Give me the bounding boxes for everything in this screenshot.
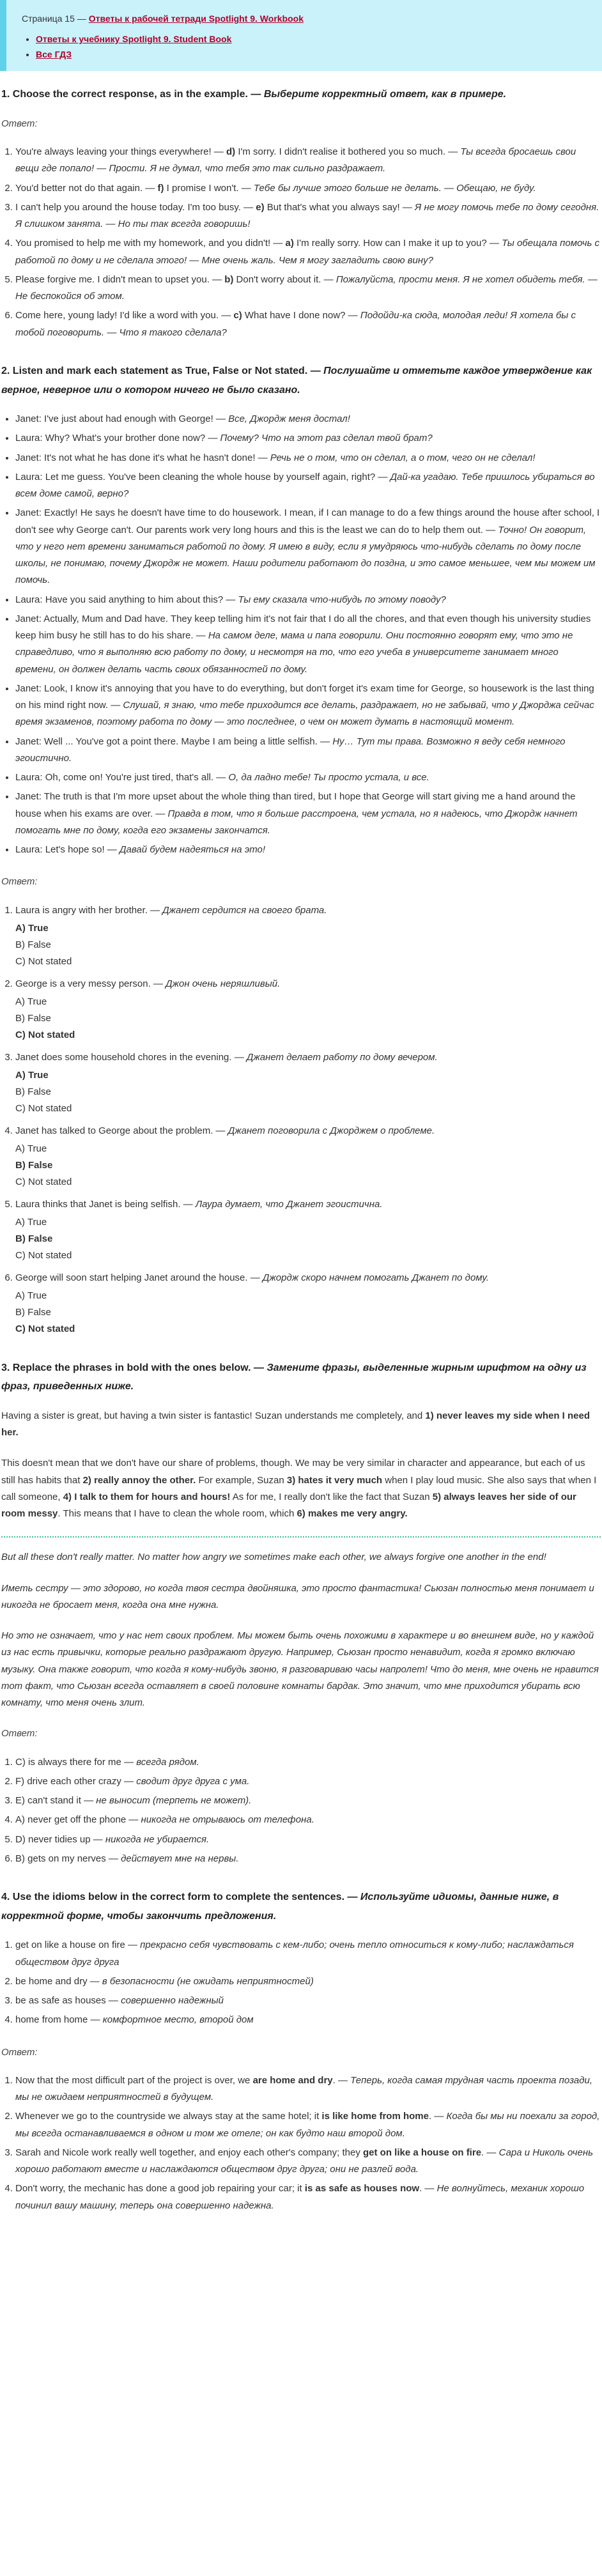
answer-label: Ответ:: [1, 118, 38, 129]
answer-item: [15, 2180, 601, 2214]
response-text: But that's what you always say! —: [264, 201, 415, 213]
answer-label: Ответ:: [1, 876, 38, 888]
translation-text: Тебе бы лучше этого больше не делать. — Обещаю, не буду.: [253, 182, 536, 194]
answer-item: [15, 144, 601, 178]
sentence-text: Sarah and Nicole work really well together, and enjoy each other's company; they: [15, 2147, 363, 2158]
translation-text: Я не могу помочь тебе по дому сегодня. Я слишком занята. — Но ты так всегда говоришь!: [15, 201, 599, 230]
dialogue-text: Janet: I've just about had enough with George! —: [15, 413, 229, 425]
answer-letter: a): [285, 238, 294, 249]
response-text: What have I done now? —: [242, 310, 360, 321]
translation-text: Джанет делает работу по дому вечером.: [246, 1051, 438, 1063]
translation-text: совершенно надежный: [121, 1995, 224, 2007]
translation-text: Давай будем надеяться на это!: [119, 844, 266, 856]
translation-paragraph-2: Но это не означает, что у нас нет своих проблем. Мы можем быть очень похожими в характере и во внешнем виде, но у каждой из нас есть привычки, которые реально раздражают другую. Например, Сьюзан просто ненавидит, когда я громко включаю музыку. Она также говорит, что когда я кому-нибудь звоню, я разговариваю часы напролет! Что до меня, мне очень не нравится тот факт, что Сьюзан всегда оставляет в своей половине комнаты бардак. Это значит, что мне приходится убирать всю комнату, что меня очень злит.: [1, 1630, 599, 1709]
translation-text: Сара и Николь очень хорошо работают вместе и наслаждаются обществом друг друга; они не разлей вода.: [15, 2147, 593, 2175]
exercise-2-title: 2. Listen and mark each statement as True, False or Not stated. — Послушайте и отметьте каждое утверждение как верное, неверное или о котором ничего не было сказано.: [1, 365, 592, 396]
dialogue-line: [15, 681, 601, 731]
answer-letter: b): [224, 274, 234, 285]
answer-item: [15, 1812, 601, 1828]
translation-text: Ты ему сказала что-нибудь по этому поводу?: [238, 594, 446, 605]
dialogue-text: Janet: The truth is that I'm more upset about the whole thing than tired, but I hope that George will start giving me a hand around the house when his exams are over. —: [15, 791, 576, 819]
idiom-text: be as safe as houses —: [15, 1995, 121, 2007]
idiom-text: get on like a house on fire —: [15, 1940, 141, 1951]
translation-text: сводит друг друга с ума.: [136, 1775, 250, 1787]
dialogue-text: Janet: It's not what he has done it's what he hasn't done! —: [15, 452, 270, 463]
sentence-text: Now that the most difficult part of the project is over, we: [15, 2074, 253, 2086]
option: C) Not stated: [15, 1176, 72, 1188]
idiom-answer: is as safe as houses now: [304, 2183, 420, 2194]
dialogue-text: Laura: Have you said anything to him about this? —: [15, 594, 238, 605]
options-list: [15, 1141, 601, 1191]
translation-text: Теперь, когда самая трудная часть проекта позади, мы не ожидаем неприятностей в будущем.: [15, 2074, 593, 2103]
idiom-answer: are home and dry: [252, 2074, 333, 2086]
idiom-item: [15, 2012, 601, 2028]
dialogue-line: [15, 842, 601, 858]
related-link-item: [36, 47, 587, 63]
translation-text: всегда рядом.: [136, 1756, 199, 1768]
sentence-text: . —: [481, 2147, 499, 2158]
answer-item: [15, 199, 601, 233]
translation-text: Дай-ка угадаю. Тебе пришлось убираться во всем доме самой, верно?: [15, 471, 595, 500]
translation-text: О, да ладно тебе! Ты просто устала, и все.: [228, 772, 429, 783]
breadcrumb: [22, 12, 587, 27]
exercise-1-title: 1. Choose the correct response, as in the example. — Выберите корректный ответ, как в примере.: [1, 89, 507, 100]
main-content: [0, 71, 602, 2260]
idiom-text: home from home —: [15, 2014, 103, 2026]
exercise-1-answers: [1, 144, 601, 341]
answer-letter: f): [157, 182, 164, 194]
sentence-text: . —: [332, 2074, 351, 2086]
header-box: [0, 0, 602, 71]
option: A) True: [15, 1216, 47, 1228]
option: B) False: [15, 1307, 51, 1318]
student-book-answers-link[interactable]: Ответы к учебнику Spotlight 9. Student Book: [36, 33, 232, 44]
translation-text: Не волнуйтесь, механик хорошо починил вашу машину, теперь она совершенно надежна.: [15, 2183, 585, 2211]
translation-text: Пожалуйста, прости меня. Я не хотел обидеть тебя. — Не беспокойся об этом.: [15, 274, 598, 302]
sentence-text: Don't worry, the mechanic has done a good job repairing your car; it: [15, 2183, 305, 2194]
dialogue-list: [1, 411, 601, 858]
statement-text: Janet has talked to George about the problem. —: [15, 1125, 228, 1136]
translation-text: Все, Джордж меня достал!: [228, 413, 350, 425]
options-list: [15, 920, 601, 971]
phrase-text: F) drive each other crazy —: [15, 1775, 137, 1787]
option: C) Not stated: [15, 1250, 72, 1261]
options-list: [15, 1288, 601, 1338]
dialogue-text: Janet: Exactly! He says he doesn't have time to do housework. I mean, if I can manage to do a few things around the house after school, I don't see why George can't. Our parents work very long hours and this is the least we can do to help them out. —: [15, 507, 600, 536]
dotted-divider: [1, 1536, 601, 1538]
dialogue-line: [15, 469, 601, 503]
response-text: I'm really sorry. How can I make it up to you? —: [293, 238, 502, 249]
translation-text: Ты обещала помочь с работой по дому и не сделала этого! — Мне очень жаль. Чем я могу загладить свою вину?: [15, 238, 600, 266]
option: A) True: [15, 1143, 47, 1154]
workbook-answers-link[interactable]: Ответы к рабочей тетради Spotlight 9. Workbook: [88, 13, 304, 24]
answer-item: [15, 2072, 601, 2106]
answer-item: [15, 180, 601, 197]
answer-item: [15, 1793, 601, 1809]
idiom-item: [15, 1993, 601, 2009]
translation-paragraph-1: Иметь сестру — это здорово, но когда твоя сестра двойняшка, это просто фантастика! Сьюзан полностью меня понимает и никогда не бросает меня, когда она мне нужна.: [1, 1582, 594, 1610]
idioms-list: [1, 1937, 601, 2028]
option: C) Not stated: [15, 956, 72, 968]
phrase-text: E) can't stand it —: [15, 1795, 96, 1807]
phrase-text: B) gets on my nerves —: [15, 1853, 121, 1864]
phrase-text: D) never tidies up —: [15, 1833, 105, 1845]
answer-letter: e): [256, 201, 265, 213]
option: A) True: [15, 996, 47, 1007]
dialogue-line: [15, 734, 601, 767]
translation-text: Джордж скоро начнем помогать Джанет по дому.: [262, 1272, 490, 1283]
translation-text: Слушай, я знаю, что тебе приходится все делать, раздражает, но не забывай, что у Джорджа сейчас время экзаменов, поэтому работа по дому — это последнее, о чем он может думать в настоящий момент.: [15, 700, 594, 728]
sentence-text: Whenever we go to the countryside we always stay at the same hotel; it: [15, 2111, 322, 2122]
answer-item: [15, 2108, 601, 2142]
dialogue-text: Laura: Let me guess. You've been cleaning the whole house by yourself again, right? —: [15, 471, 390, 482]
correct-option: A) True: [15, 922, 49, 934]
correct-option: A) True: [15, 1069, 49, 1081]
option: C) Not stated: [15, 1103, 72, 1114]
exercise-4: [1, 1888, 601, 2214]
translation-text: Когда бы мы ни поехали за город, мы всегда останавливаемся в одном и том же отеле; он как будто наш второй дом.: [15, 2111, 600, 2139]
exercise-3-answers: [1, 1754, 601, 1868]
translation-text: Точно! Он говорит, что у него нет времени заниматься работой по дому. Я имею в виду, если я умудряюсь что-нибудь сделать по дому после школы, не понимаю, почему Джордж не может. Наши родители работают до поздна, и это самое меньшее, чем мы можем им помочь.: [15, 524, 596, 586]
answer-item: [15, 1832, 601, 1848]
answer-letter: c): [233, 310, 242, 321]
exercise-1: [1, 85, 601, 341]
all-gdz-link[interactable]: Все ГДЗ: [36, 49, 72, 59]
dialogue-text: Laura: Let's hope so! —: [15, 844, 120, 856]
answer-item: [15, 1754, 601, 1771]
dialogue-line: [15, 430, 601, 447]
sentence-text: . —: [419, 2183, 437, 2194]
translation-text: не выносит (терпеть не может).: [96, 1795, 252, 1807]
text-paragraph-3: But all these don't really matter. No matter how angry we sometimes make each other, we always forgive one another in the end!: [1, 1552, 546, 1563]
translation-text: никогда не отрываюсь от телефона.: [141, 1814, 314, 1826]
question-text: Please forgive me. I didn't mean to upset you. —: [15, 274, 225, 285]
answer-item: [15, 307, 601, 341]
options-list: [15, 994, 601, 1044]
answer-label: Ответ:: [1, 2046, 38, 2058]
dialogue-line: [15, 611, 601, 678]
option: B) False: [15, 939, 51, 951]
idiom-text: be home and dry —: [15, 1975, 102, 1987]
related-link-item: [36, 32, 587, 47]
text-paragraph-1: Having a sister is great, but having a twin sister is fantastic! Suzan understands me completely, and 1) never leaves my side when I need her.: [1, 1410, 590, 1438]
statement-text: Laura is angry with her brother. —: [15, 904, 163, 916]
translation-text: в безопасности (не ожидать неприятностей): [102, 1975, 314, 1987]
related-links: [22, 32, 587, 63]
translation-text: никогда не убирается.: [105, 1833, 210, 1845]
exercise-4-title: 4. Use the idioms below in the correct form to complete the sentences. — Используйте идиомы, данные ниже, в корректной форме, чтобы закончить предложения.: [1, 1892, 559, 1922]
translation-text: Правда в том, что я больше расстроена, чем устала, но я надеюсь, что Джордж начнет помогать мне по дому, когда его экзамены закончатся.: [15, 808, 578, 836]
exercise-3-title: 3. Replace the phrases in bold with the ones below. — Замените фразы, выделенные жирным шрифтом на одну из фраз, приведенных ниже.: [1, 1362, 587, 1392]
answer-label: Ответ:: [1, 1728, 38, 1739]
translation-text: прекрасно себя чувствовать с кем-либо; очень тепло относиться к кому-либо; наслаждаться обществом друг друга: [15, 1940, 574, 1968]
phrase-text: A) never get off the phone —: [15, 1814, 141, 1826]
translation-text: действует мне на нервы.: [121, 1853, 239, 1864]
exercise-2: [1, 362, 601, 1338]
correct-option: C) Not stated: [15, 1323, 75, 1335]
statement-item: [15, 1270, 601, 1338]
dialogue-text: Janet: Look, I know it's annoying that you have to do everything, but don't forget it's exam time for George, so housework is the last thing on his mind right now. —: [15, 683, 594, 711]
dialogue-line: [15, 411, 601, 428]
statement-item: [15, 976, 601, 1044]
dialogue-line: [15, 769, 601, 786]
statement-text: Janet does some household chores in the evening. —: [15, 1051, 247, 1063]
answer-item: [15, 235, 601, 269]
translation-text: Почему? Что на этот раз сделал твой брат?: [220, 433, 433, 444]
translation-text: Джанет сердится на своего брата.: [162, 904, 327, 916]
answer-item: [15, 272, 601, 305]
dialogue-line: [15, 592, 601, 608]
phrase-text: C) is always there for me —: [15, 1756, 137, 1768]
breadcrumb-prefix: Страница 15 —: [22, 13, 89, 24]
dialogue-text: Laura: Oh, come on! You're just tired, that's all. —: [15, 772, 229, 783]
question-text: You promised to help me with my homework, and you didn't! —: [15, 238, 286, 249]
statement-text: George will soon start helping Janet around the house. —: [15, 1272, 263, 1283]
option: A) True: [15, 1290, 47, 1301]
translation-text: Ты всегда бросаешь свои вещи где попало! — Прости. Я не думал, что тебя это так сильно раздражает.: [15, 146, 576, 174]
correct-option: B) False: [15, 1160, 53, 1171]
option: B) False: [15, 1086, 51, 1098]
dialogue-line: [15, 789, 601, 839]
answer-letter: d): [226, 146, 236, 158]
idiom-answer: is like home from home: [321, 2111, 429, 2122]
statement-item: [15, 1196, 601, 1265]
response-text: Don't worry about it. —: [233, 274, 336, 285]
dialogue-text: Laura: Why? What's your brother done now? —: [15, 433, 220, 444]
exercise-3: [1, 1359, 601, 1867]
text-paragraph-2: This doesn't mean that we don't have our share of problems, though. We may be very similar in character and appearance, but each of us still has habits that 2) really annoy the other. For example, Suzan 3) hates it very much when I play loud music. She also says that when I call someone, 4) I talk to them for hours and hours! As for me, I really don't like the fact that Suzan 5) always leaves her side of our room messy. This means that I have to clean the whole room, which 6) makes me very angry.: [1, 1458, 597, 1520]
statement-text: George is a very messy person. —: [15, 978, 166, 989]
dialogue-line: [15, 505, 601, 589]
correct-option: C) Not stated: [15, 1030, 75, 1041]
options-list: [15, 1214, 601, 1265]
answer-item: [15, 2145, 601, 2179]
options-list: [15, 1067, 601, 1118]
response-text: I promise I won't. —: [164, 182, 254, 194]
answer-item: [15, 1851, 601, 1867]
response-text: I'm sorry. I didn't realise it bothered you so much. —: [235, 146, 461, 158]
translation-text: Подойди-ка сюда, молодая леди! Я хотела бы с тобой поговорить. — Что я такого сделала?: [15, 310, 576, 338]
question-text: You'd better not do that again. —: [15, 182, 158, 194]
dialogue-text: Janet: Well ... You've got a point there. Maybe I am being a little selfish. —: [15, 736, 333, 747]
correct-option: B) False: [15, 1233, 53, 1245]
statement-item: [15, 1049, 601, 1118]
dialogue-line: [15, 450, 601, 467]
exercise-4-answers: [1, 2072, 601, 2214]
statement-item: [15, 1123, 601, 1191]
translation-text: Лаура думает, что Джанет эгоистична.: [195, 1198, 383, 1210]
translation-text: На самом деле, мама и папа говорили. Они постоянно говорят ему, что это не справедливо, что я выполняю всю работу по дому, и несмотря на то, что его учеба в университете занимает много времени, он должен делать часть своих обязанностей по дому.: [15, 630, 573, 675]
exercise-2-statements: [1, 902, 601, 1338]
idiom-item: [15, 1937, 601, 1971]
statement-item: [15, 902, 601, 971]
question-text: Come here, young lady! I'd like a word with you. —: [15, 310, 234, 321]
translation-text: Речь не о том, что он сделал, а о том, чего он не сделал!: [270, 452, 536, 463]
sentence-text: . —: [428, 2111, 447, 2122]
translation-text: комфортное место, второй дом: [102, 2014, 254, 2026]
statement-text: Laura thinks that Janet is being selfish. —: [15, 1198, 196, 1210]
dialogue-text: Janet: Actually, Mum and Dad have. They keep telling him it's not fair that I do all the chores, and that even though his university studies keep him busy he still has to do his share. —: [15, 613, 591, 642]
idiom-item: [15, 1973, 601, 1990]
translation-text: Джанет поговорила с Джорджем о проблеме.: [228, 1125, 435, 1136]
option: B) False: [15, 1013, 51, 1024]
translation-text: Ну… Тут ты права. Возможно я веду себя немного эгоистично.: [15, 736, 566, 764]
translation-text: Джон очень неряшливый.: [166, 978, 281, 989]
question-text: I can't help you around the house today. I'm too busy. —: [15, 201, 256, 213]
answer-item: [15, 1773, 601, 1790]
question-text: You're always leaving your things everywhere! —: [15, 146, 226, 158]
idiom-answer: get on like a house on fire: [363, 2147, 482, 2158]
